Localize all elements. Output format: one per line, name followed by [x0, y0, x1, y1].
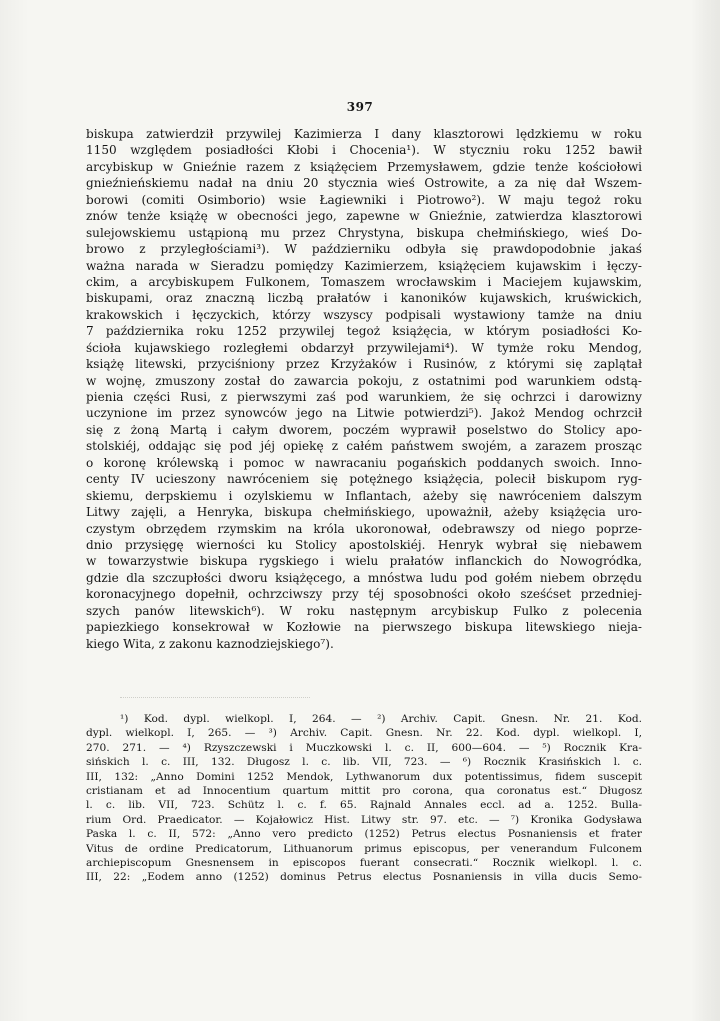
- body-line: arcybiskup w Gnieźnie razem z książęciem Przemysławem, gdzie tenże kościołowi: [86, 159, 642, 174]
- footnote-line: dypl. wielkopl. I, 265. — ³) Archiv. Capit. Gnesn. Nr. 22. Kod. dypl. wielkopl. I,: [86, 727, 642, 740]
- body-line: stolskiéj, oddając się pod jéj opiekę z całém państwem swojém, a zarazem prosząc: [86, 439, 642, 454]
- body-line: pienia części Rusi, z pierwszymi zaś pod warunkiem, że się ochrzci i darowizny: [86, 390, 642, 404]
- body-line: koronacyjnego dopełnił, ochrzciwszy przy téj sposobności około sześćset przedniej-: [86, 587, 642, 602]
- body-line: 7 października roku 1252 przywilej tegoż książęcia, w którym posiadłości Ko-: [86, 324, 642, 339]
- body-line: szych panów litewskich⁶). W roku następnym arcybiskup Fulko z polecenia: [86, 603, 642, 618]
- footnote-line: Paska l. c. II, 572: „Anno vero predicto (1252) Petrus electus Posnaniensis et frater: [86, 828, 642, 841]
- body-line: gdzie dla szczupłości dworu książęcego, a mnóstwa ludu pod gołém niebem obrzędu: [86, 570, 642, 585]
- body-line: się z żoną Martą i całym dworem, poczém wyprawił poselstwo do Stolicy apo-: [86, 422, 642, 437]
- body-line: czystym obrzędem rzymskim na króla ukoronował, odebrawszy od niego poprze-: [86, 521, 642, 536]
- footnote-line: l. c. lib. VII, 723. Schütz l. c. f. 65. Rajnald Annales eccl. ad a. 1252. Bulla-: [86, 799, 642, 812]
- main-text: [86, 126, 642, 652]
- body-line: skiemu, derpskiemu i ozylskiemu w Inflantach, ażeby się nawróceniem dalszym: [86, 488, 642, 503]
- body-line: sulejowskiemu ustąpioną mu przez Chrystyna, biskupa chełmińskiego, wieś Do-: [86, 225, 642, 240]
- body-line: ścioła kujawskiego rozległemi obdarzył przywilejami⁴). W tymże roku Mendog,: [86, 340, 642, 355]
- body-line: biskupa zatwierdził przywilej Kazimierza I dany klasztorowi lędzkiemu w roku: [86, 127, 642, 141]
- footnote-line: III, 132: „Anno Domini 1252 Mendok, Lythwanorum dux potentissimus, fidem suscepit: [86, 770, 642, 783]
- body-line: kiego Wita, z zakonu kaznodziejskiego⁷).: [86, 636, 334, 651]
- footnotes: [86, 712, 642, 885]
- body-line: w towarzystwie biskupa rygskiego i wielu prałatów inflanckich do Nowogródka,: [86, 554, 642, 569]
- body-line: ważna narada w Sieradzu pomiędzy Kazimierzem, książęciem kujawskim i łęczy-: [86, 258, 642, 273]
- body-line: uczynione im przez synowców jego na Litwie potwierdzi⁵). Jakoż Mendog ochrzcił: [86, 406, 642, 421]
- footnote-line: Vitus de ordine Predicatorum, Lithuanorum primus episcopus, per venerandum Fulconem: [86, 842, 642, 855]
- page-edge-shadow: [690, 0, 720, 1021]
- footnote-line: 270. 271. — ⁴) Rzyszczewski i Muczkowski l. c. II, 600—604. — ⁵) Rocznik Kra-: [86, 741, 642, 754]
- body-line: Litwy zajęli, a Henryka, biskupa chełmińskiego, upoważnił, ażeby książęcia uro-: [86, 505, 642, 520]
- body-line: borowi (comiti Osimborio) wsie Łagiewniki i Piotrowo²). W maju tegoż roku: [86, 192, 642, 207]
- footnote-line: rium Ord. Praedicator. — Kojałowicz Hist. Litwy str. 97. etc. — ⁷) Kronika Godysława: [86, 813, 642, 826]
- footnote-line: archiepiscopum Gnesnensem in episcopos fuerant consecrati.“ Rocznik wielkopl. l. c.: [86, 856, 642, 869]
- footnote-line: cristianam et ad Innocentium quartum mittit pro corona, qua coronatus est.“ Długosz: [86, 784, 642, 797]
- body-line: centy IV ucieszony nawróceniem się potężnego książęcia, polecił biskupom ryg-: [86, 472, 642, 487]
- body-line: książę litewski, przyciśniony przez Krzyżaków i Rusinów, z którymi się zaplątał: [86, 357, 642, 372]
- footnote-line: sińskich l. c. III, 132. Długosz l. c. lib. VII, 723. — ⁶) Rocznik Krasińskich l. c.: [86, 756, 642, 769]
- body-line: papiezkiego konsekrował w Kozłowie na pierwszego biskupa litewskiego nieja-: [86, 620, 642, 635]
- footnote-line: ¹) Kod. dypl. wielkopl. I, 264. — ²) Archiv. Capit. Gnesn. Nr. 21. Kod.: [120, 713, 642, 725]
- body-line: krakowskich i łęczyckich, którzy wszyscy podpisali wystawiony tamże na dniu: [86, 307, 642, 322]
- faint-divider: [120, 697, 310, 699]
- body-line: znów tenże książę w obecności jego, zapewne w Gnieźnie, zatwierdza klasztorowi: [86, 209, 642, 224]
- body-line: biskupami, oraz znaczną liczbą prałatów i kanoników kujawskich, kruświckich,: [86, 291, 642, 306]
- body-line: dnio przysięgę wierności ku Stolicy apostolskiéj. Henryk wybrał się niebawem: [86, 537, 642, 552]
- footnote-line: III, 22: „Eodem anno (1252) dominus Petrus electus Posnaniensis in villa ducis Semo-: [86, 871, 642, 884]
- body-line: ckim, a arcybiskupem Fulkonem, Tomaszem wrocławskim i Maciejem kujawskim,: [86, 274, 642, 289]
- body-line: w wojnę, zmuszony został do zawarcia pokoju, z ostatnimi pod warunkiem odstą-: [86, 373, 642, 388]
- page-number: 397: [346, 100, 374, 114]
- body-line: gnieźnieńskiemu nadał na dniu 20 stycznia wieś Ostrowite, a za nię dał Wszem-: [86, 176, 642, 191]
- body-line: 1150 względem posiadłości Kłobi i Chocenia¹). W styczniu roku 1252 bawił: [86, 143, 642, 158]
- body-line: browo z przyległościami³). W październiku odbyła się prawdopodobnie jakaś: [86, 242, 642, 257]
- body-line: o koronę królewską i pomoc w nawracaniu pogańskich poddanych swoich. Inno-: [86, 455, 642, 470]
